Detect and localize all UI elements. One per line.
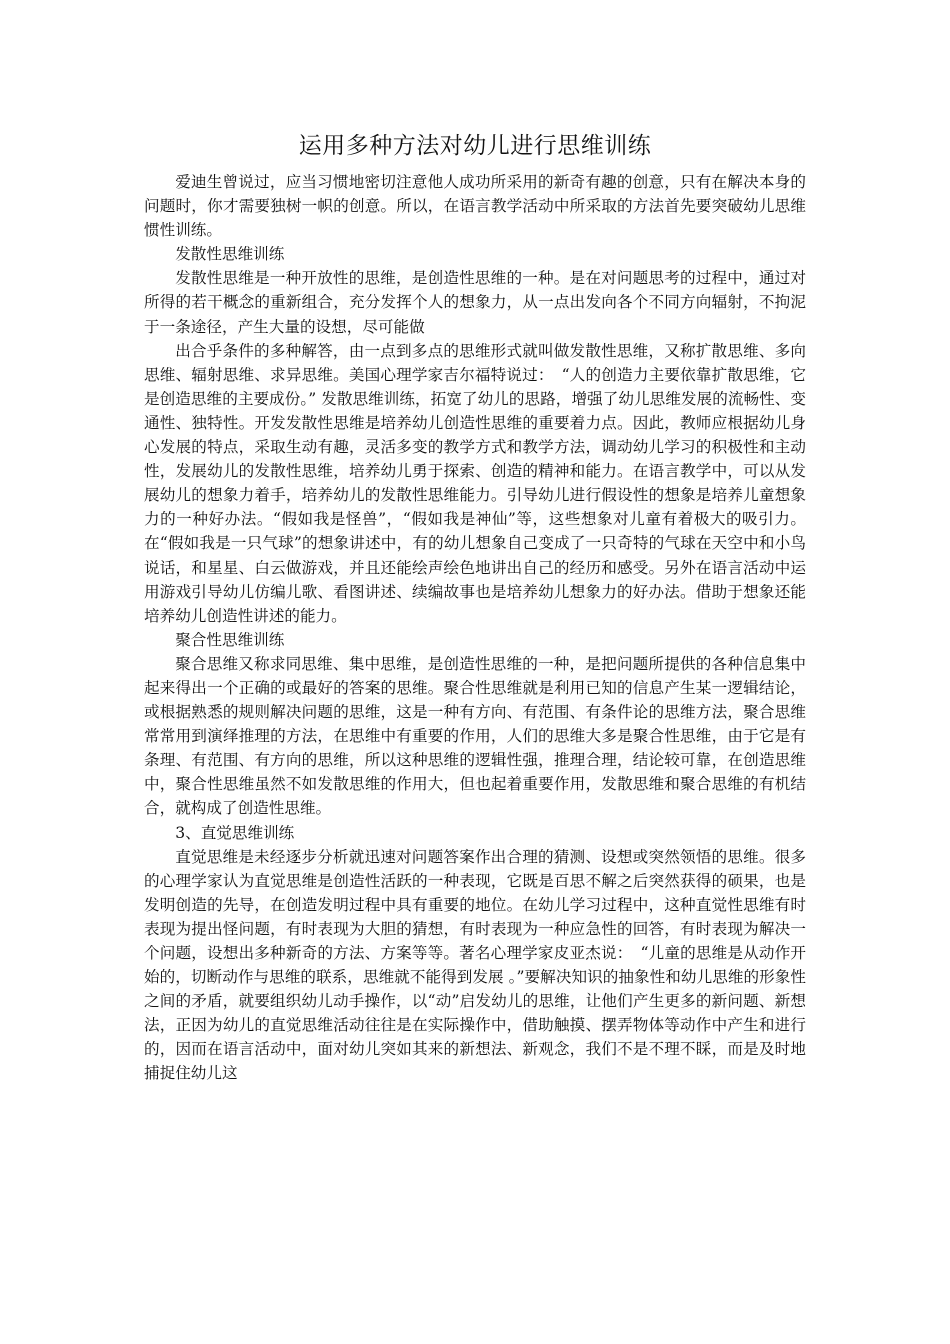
intuitive-paragraph: 直觉思维是未经逐步分析就迅速对问题答案作出合理的猜测、设想或突然领悟的思维。很多的心理学家认为直觉思维是创造性活跃的一种表现，它既是百思不解之后突然获得的硕果，也是发明创造的先导，在创造发明过程中具有重要的地位。在幼儿学习过程中，这种直觉性思维有时表现为提出怪问题，有时表现为大胆的猜想，有时表现为一种应急性的回答，有时表现为解决一个问题，设想出多种新奇的方法、方案等等。著名心理学家皮亚杰说： “儿童的思维是从动作开始的，切断动作与思维的联系，思维就不能得到发展 。”要解决知识的抽象性和幼儿思维的形象性之间的矛盾，就要组织幼儿动手操作，以“动”启发幼儿的思维，让他们产生更多的新问题、新想法，正因为幼儿的直觉思维活动往往是在实际操作中，借助触摸、摆弄物体等动作中产生和进行的，因而在语言活动中，面对幼儿突如其来的新想法、新观念，我们不是不理不睬，而是及时地捕捉住幼儿这 (144, 847, 806, 1083)
intro-paragraph: 爱迪生曾说过，应当习惯地密切注意他人成功所采用的新奇有趣的创意，只有在解决本身的问题时，你才需要独树一帜的创意。所以，在语言教学活动中所采取的方法首先要突破幼儿思维惯性训练。 (144, 173, 806, 240)
section-heading-divergent: 发散性思维训练 (175, 245, 285, 264)
convergent-paragraph: 聚合思维又称求同思维、集中思维，是创造性思维的一种，是把问题所提供的各种信息集中起来得出一个正确的或最好的答案的思维。聚合性思维就是利用已知的信息产生某一逻辑结论，或根据熟悉的规则解决问题的思维，这是一种有方向、有范围、有条件论的思维方法，聚合思维常常用到演绎推理的方法，在思维中有重要的作用，人们的思维大多是聚合性思维，由于它是有条理、有范围、有方向的思维，所以这种思维的逻辑性强，推理合理，结论较可靠，在创造思维中，聚合性思维虽然不如发散思维的作用大，但也起着重要作用，发散思维和聚合思维的有机结合，就构成了创造性思维。 (144, 654, 806, 818)
divergent-paragraph-1: 发散性思维是一种开放性的思维，是创造性思维的一种。是在对问题思考的过程中，通过对所得的若干概念的重新组合，充分发挥个人的想象力，从一点出发向各个不同方向辐射，不拘泥于一条途径，产生大量的设想，尽可能做 (144, 269, 806, 336)
divergent-paragraph-2: 出合乎条件的多种解答，由一点到多点的思维形式就叫做发散性思维，又称扩散思维、多向思维、辐射思维、求异思维。美国心理学家吉尔福特说过： “人的创造力主要依靠扩散思维，它是创造思维的主要成份。” 发散思维训练，拓宽了幼儿的思路，增强了幼儿思维发展的流畅性、变通性、独特性。开发发散性思维是培养幼儿创造性思维的重要着力点。因此，教师应根据幼儿身心发展的特点，采取生动有趣，灵活多变的教学方式和教学方法，调动幼儿学习的积极性和主动性，发展幼儿的发散性思维，培养幼儿勇于探索、创造的精神和能力。在语言教学中，可以从发展幼儿的想象力着手，培养幼儿的发散性思维能力。引导幼儿进行假设性的想象是培养儿童想象力的一种好办法。“假如我是怪兽”，“假如我是神仙”等，这些想象对儿童有着极大的吸引力。在“假如我是一只气球”的想象讲述中，有的幼儿想象自己变成了一只奇特的气球在天空中和小鸟说话，和星星、白云做游戏，并且还能绘声绘色地讲出自己的经历和感受。另外在语言活动中运用游戏引导幼儿仿编儿歌、看图讲述、续编故事也是培养幼儿想象力的好办法。借助于想象还能培养幼儿创造性讲述的能力。 (144, 341, 806, 625)
document-page (144, 130, 806, 1086)
document-title: 运用多种方法对幼儿进行思维训练 (298, 133, 652, 159)
section-heading-intuitive: 3、直觉思维训练 (175, 823, 295, 842)
section-heading-convergent: 聚合性思维训练 (175, 630, 285, 649)
